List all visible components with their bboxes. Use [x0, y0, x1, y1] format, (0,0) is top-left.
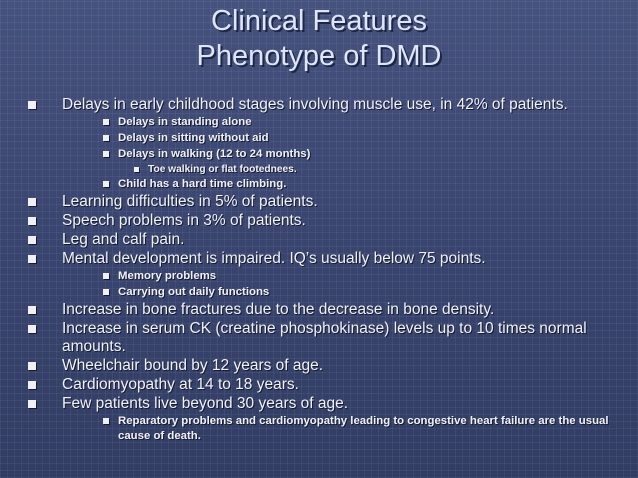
bullet-text: Child has a hard time climbing. [118, 178, 287, 190]
bullet-item-level-2 [14, 115, 626, 130]
square-bullet-icon [103, 119, 109, 125]
bullet-text: Memory problems [118, 270, 217, 282]
bullet-text: Speech problems in 3% of patients. [62, 212, 306, 229]
bullet-item-level-1 [14, 250, 626, 268]
square-bullet-icon [28, 101, 36, 109]
bullet-text: Toe walking or flat footednees. [148, 164, 297, 175]
square-bullet-icon [103, 418, 109, 424]
bullet-text: Wheelchair bound by 12 years of age. [62, 357, 324, 374]
bullet-item-level-2 [14, 131, 626, 146]
bullet-text: Learning difficulties in 5% of patients. [62, 193, 318, 210]
bullet-text: Delays in walking (12 to 24 months) [118, 148, 311, 160]
bullet-item-level-2 [14, 285, 626, 300]
bullet-text: Cardiomyopathy at 14 to 18 years. [62, 376, 299, 393]
bullet-item-level-1 [14, 395, 626, 413]
bullet-text: Delays in early childhood stages involving muscle use, in 42% of patients. [62, 96, 568, 113]
bullet-item-level-1 [14, 357, 626, 375]
square-bullet-icon [28, 236, 36, 244]
square-bullet-icon [28, 325, 36, 333]
square-bullet-icon [28, 217, 36, 225]
bullet-text: Delays in sitting without aid [118, 132, 269, 144]
bullet-item-level-2 [14, 177, 626, 192]
bullet-text: Carrying out daily functions [118, 286, 270, 298]
bullet-item-level-3 [14, 163, 626, 176]
square-bullet-icon [28, 362, 36, 370]
square-bullet-icon [28, 306, 36, 314]
bullet-item-level-1 [14, 96, 626, 114]
bullet-item-level-1 [14, 212, 626, 230]
bullet-text: Leg and calf pain. [62, 231, 185, 248]
bullet-list [14, 96, 626, 445]
square-bullet-icon [28, 198, 36, 206]
bullet-item-level-2 [14, 147, 626, 162]
square-bullet-icon [28, 400, 36, 408]
square-bullet-icon [103, 289, 109, 295]
bullet-item-level-1 [14, 320, 626, 356]
square-bullet-icon [103, 181, 109, 187]
square-bullet-icon [134, 167, 139, 172]
slide-title [0, 4, 638, 74]
bullet-item-level-1 [14, 376, 626, 394]
bullet-item-level-1 [14, 231, 626, 249]
square-bullet-icon [28, 255, 36, 263]
bullet-item-level-1 [14, 193, 626, 211]
bullet-text: Few patients live beyond 30 years of age. [62, 395, 349, 412]
bullet-text: Increase in bone fractures due to the decrease in bone density. [62, 301, 495, 318]
bullet-item-level-1 [14, 301, 626, 319]
square-bullet-icon [103, 273, 109, 279]
square-bullet-icon [103, 151, 109, 157]
bullet-text: Delays in standing alone [118, 116, 252, 128]
bullet-text: Mental development is impaired. IQ’s usually below 75 points. [62, 250, 486, 267]
title-line-2: Phenotype of DMD [196, 40, 442, 72]
bullet-text: Reparatory problems and cardiomyopathy leading to congestive heart failure are the usual cause of death. [118, 415, 609, 442]
bullet-text: Increase in serum CK (creatine phosphokinase) levels up to 10 times normal amounts. [62, 320, 587, 355]
bullet-item-level-2 [14, 414, 626, 443]
square-bullet-icon [103, 135, 109, 141]
bullet-item-level-2 [14, 269, 626, 284]
square-bullet-icon [28, 381, 36, 389]
title-line-1: Clinical Features [211, 5, 427, 37]
